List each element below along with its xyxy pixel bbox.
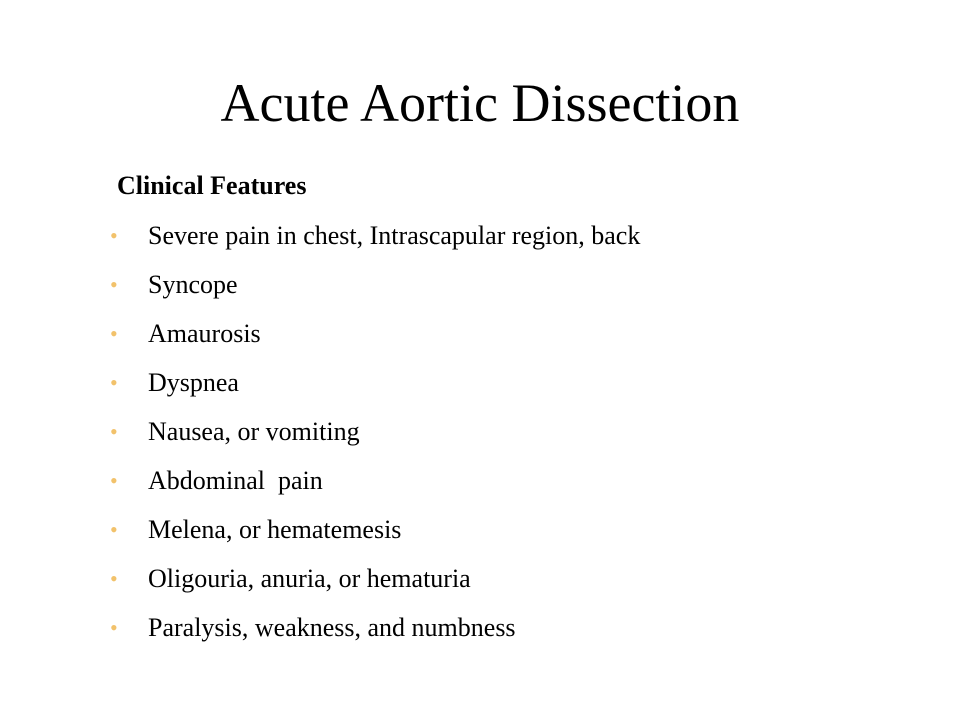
bullet-dot-icon: •: [110, 566, 118, 591]
section-heading: Clinical Features: [117, 171, 307, 200]
slide-title: Acute Aortic Dissection: [220, 73, 740, 133]
bullet-dot-icon: •: [110, 517, 118, 542]
bullet-text: Amaurosis: [148, 319, 261, 348]
bullet-dot-icon: •: [110, 223, 118, 248]
bullet-text: Severe pain in chest, Intrascapular region, back: [148, 221, 641, 250]
bullet-dot-icon: •: [110, 419, 118, 444]
bullet-text: Melena, or hematemesis: [148, 515, 402, 544]
bullet-dot-icon: •: [110, 321, 118, 346]
bullet-dot-icon: •: [110, 370, 118, 395]
bullet-text: Syncope: [148, 270, 238, 299]
bullet-text: Paralysis, weakness, and numbness: [148, 613, 516, 642]
bullet-dot-icon: •: [110, 468, 118, 493]
bullet-dot-icon: •: [110, 272, 118, 297]
bullet-text: Dyspnea: [148, 368, 239, 397]
bullet-text: Oligouria, anuria, or hematuria: [148, 564, 471, 593]
bullet-dot-icon: •: [110, 615, 118, 640]
bullet-text: Nausea, or vomiting: [148, 417, 360, 446]
bullet-text: Abdominal pain: [148, 466, 323, 495]
